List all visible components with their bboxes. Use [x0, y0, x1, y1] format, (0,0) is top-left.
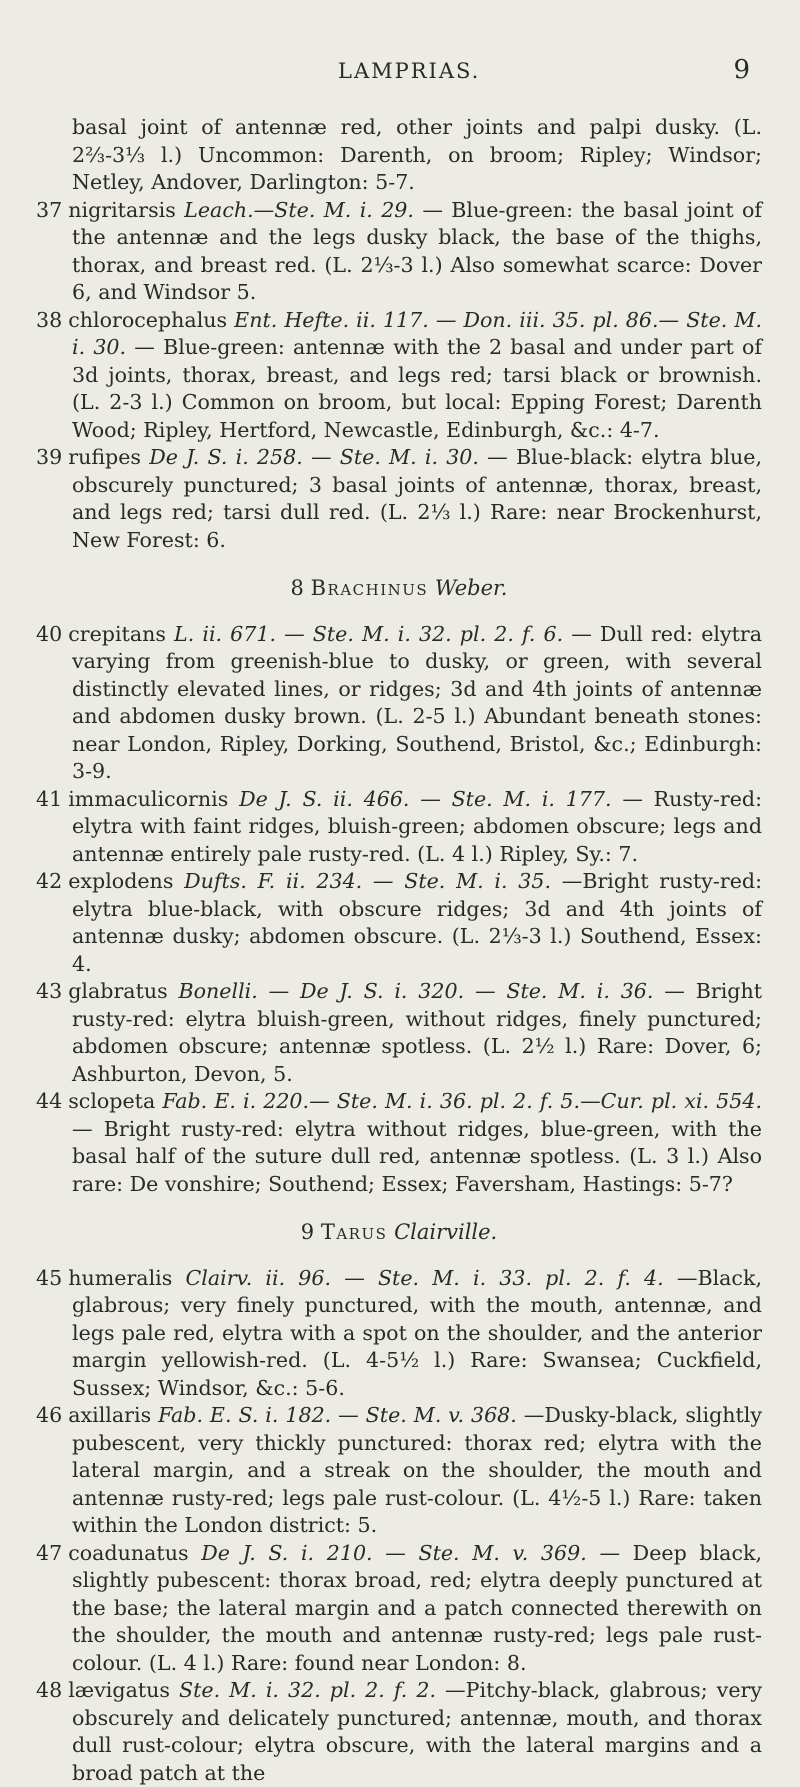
species-description: — Rusty-red: elytra with faint ridges, bluish-green; abdomen obscure; legs and antennæ entirely pale rusty-red. (L. 4 l.) Ripley, Sy.: 7. — [72, 786, 763, 866]
species-reference: Ste. M. i. 32. pl. 2. f. 2. — [179, 1678, 436, 1702]
species-reference: De J. S. ii. 466. — Ste. M. i. 177. — [239, 786, 612, 811]
species-description: — Blue-green: antennæ with the 2 basal and under part of 3d joints, thorax, breast, and legs red; tarsi black or brownish. (L. 2-3 l.) Common on broom, but local: Epping Forest; Darenth Wood; Ripley, Hertford, Newcastle, Edinburgh, &c.: 4-7. — [72, 335, 763, 442]
species-number: 45 — [36, 1265, 63, 1290]
species-entry — [36, 978, 762, 1088]
species-entry — [36, 197, 762, 307]
species-number: 37 — [36, 197, 63, 222]
species-entry — [36, 114, 762, 197]
species-name: immaculicornis — [68, 786, 229, 811]
species-description: — Blue-green: the basal joint of the antennæ and the legs dusky black, the base of the thighs, thorax, and breast red. (L. 2⅓-3 l.) Also somewhat scarce: Dover 6, and Windsor 5. — [72, 197, 762, 304]
species-reference: Dufts. F. ii. 234. — Ste. M. i. 35. — [184, 869, 551, 893]
species-reference: De J. S. i. 258. — Ste. M. i. 30. — [149, 445, 479, 469]
species-name: sclopeta — [68, 1089, 156, 1113]
species-entry — [36, 786, 762, 869]
species-reference: Ent. Hefte. ii. 117. — Don. iii. 35. pl. 86.— Ste. M. i. 30. — [72, 307, 762, 359]
species-name: glabratus — [68, 979, 168, 1003]
species-entry — [36, 444, 762, 554]
species-entry — [36, 1402, 762, 1540]
species-number: 46 — [36, 1403, 63, 1427]
species-entry — [36, 307, 762, 445]
species-description: — Bright rusty-red: elytra without ridges, blue-green, with the basal half of the suture dull red, antennæ spotless. (L. 3 l.) Also rare: De vonshire; Southend; Essex; Faversham, Hastings: 5-7? — [72, 1116, 762, 1196]
genus-number: 9 — [300, 1220, 315, 1244]
species-number: 44 — [36, 1089, 63, 1113]
species-description: —Black, glabrous; very finely punctured, with the mouth, antennæ, and legs pale red, elytra with a spot on the shoulder, and the anterior margin yellowish-red. (L. 4-5½ l.) Rare: Swansea; Cuckfield, Sussex; Windsor, &c.: 5-6. — [72, 1265, 762, 1400]
species-number: 47 — [36, 1540, 63, 1565]
species-number: 48 — [36, 1678, 63, 1702]
species-name: chlorocephalus — [68, 307, 228, 332]
running-title: LAMPRIAS. — [338, 59, 481, 83]
page-body — [36, 114, 762, 1787]
species-reference: Leach.—Ste. M. i. 29. — [184, 197, 414, 222]
species-description: — Deep black, slightly pubescent: thorax broad, red; elytra deeply punctured at the base; the lateral margin and a patch connected therewith on the shoulder, the mouth and antennæ rusty-red; legs pale rust-colour. (L. 4 l.) Rare: found near London: 8. — [72, 1540, 763, 1675]
species-name: nigritarsis — [68, 197, 176, 222]
species-entry — [36, 621, 762, 786]
genus-name: Tarus — [320, 1220, 388, 1244]
genus-author: Weber. — [434, 576, 508, 600]
species-description: —Bright rusty-red: elytra blue-black, with obscure ridges; 3d and 4th joints of antennæ dusky; abdomen obscure. (L. 2⅓-3 l.) Southend, Essex: 4. — [72, 869, 763, 976]
species-number: 42 — [36, 869, 63, 893]
species-description: —Pitchy-black, glabrous; very obscurely and delicately punctured; antennæ, mouth, and thorax dull rust-colour; elytra obscure, with the lateral margins and a broad patch at the — [72, 1678, 762, 1785]
species-reference: Fab. E. i. 220.— Ste. M. i. 36. pl. 2. f. 5.—Cur. pl. xi. 554. — [162, 1089, 762, 1113]
genus-name: Brachinus — [310, 576, 429, 600]
page-number: 9 — [733, 55, 750, 85]
species-description: — Blue-black: elytra blue, obscurely punctured; 3 basal joints of antennæ, thorax, breast, and legs red; tarsi dull red. (L. 2⅓ l.) Rare: near Brockenhurst, New Forest: 6. — [72, 445, 763, 552]
species-description: basal joint of antennæ red, other joints and palpi dusky. (L. 2⅔-3⅓ l.) Uncommon: Darenth, on broom; Ripley; Windsor; Netley, Andover, Darlington: 5-7. — [72, 115, 762, 194]
genus-heading — [36, 1219, 762, 1247]
species-number: 40 — [36, 621, 63, 646]
species-reference: Bonelli. — De J. S. i. 320. — Ste. M. i. 36. — [178, 979, 654, 1003]
species-reference: Clairv. ii. 96. — Ste. M. i. 33. pl. 2. f. 4. — [185, 1265, 664, 1290]
species-entry — [36, 1540, 762, 1678]
genus-author: Clairville. — [394, 1220, 498, 1244]
species-entry — [36, 868, 762, 978]
species-entry — [36, 1677, 762, 1787]
page-header — [120, 55, 750, 95]
species-name: axillaris — [68, 1403, 152, 1427]
species-reference: L. ii. 671. — Ste. M. i. 32. pl. 2. f. 6. — [174, 621, 564, 646]
species-description: —Dusky-black, slightly pubescent, very thickly punctured: thorax red; elytra with the lateral margin, and a streak on the shoulder, the mouth and antennæ rusty-red; legs pale rust-colour. (L. 4½-5 l.) Rare: taken within the London district: 5. — [72, 1403, 763, 1537]
species-entry — [36, 1088, 762, 1198]
species-number: 39 — [36, 445, 63, 469]
species-name: explodens — [68, 869, 174, 893]
genus-number: 8 — [290, 576, 304, 600]
species-entry — [36, 1265, 762, 1403]
species-description: — Bright rusty-red: elytra bluish-green, without ridges, finely punctured; abdomen obscure; antennæ spotless. (L. 2½ l.) Rare: Dover, 6; Ashburton, Devon, 5. — [72, 979, 762, 1086]
species-number: 43 — [36, 979, 63, 1003]
species-name: coadunatus — [68, 1540, 189, 1565]
species-name: humeralis — [68, 1265, 173, 1290]
species-reference: De J. S. i. 210. — Ste. M. v. 369. — [201, 1540, 587, 1565]
species-reference: Fab. E. S. i. 182. — Ste. M. v. 368. — [158, 1403, 517, 1427]
species-name: rufipes — [68, 445, 142, 469]
species-number: 41 — [36, 786, 63, 811]
species-description: — Dull red: elytra varying from greenish-blue to dusky, or green, with several distinctly elevated lines, or ridges; 3d and 4th joints of antennæ and abdomen dusky brown. (L. 2-5 l.) Abundant beneath stones: near London, Ripley, Dorking, Southend, Bristol, &c.; Edinburgh: 3-9. — [72, 621, 763, 783]
species-name: crepitans — [68, 621, 166, 646]
species-number: 38 — [36, 307, 63, 332]
genus-heading — [36, 575, 762, 603]
species-name: lævigatus — [68, 1678, 170, 1702]
